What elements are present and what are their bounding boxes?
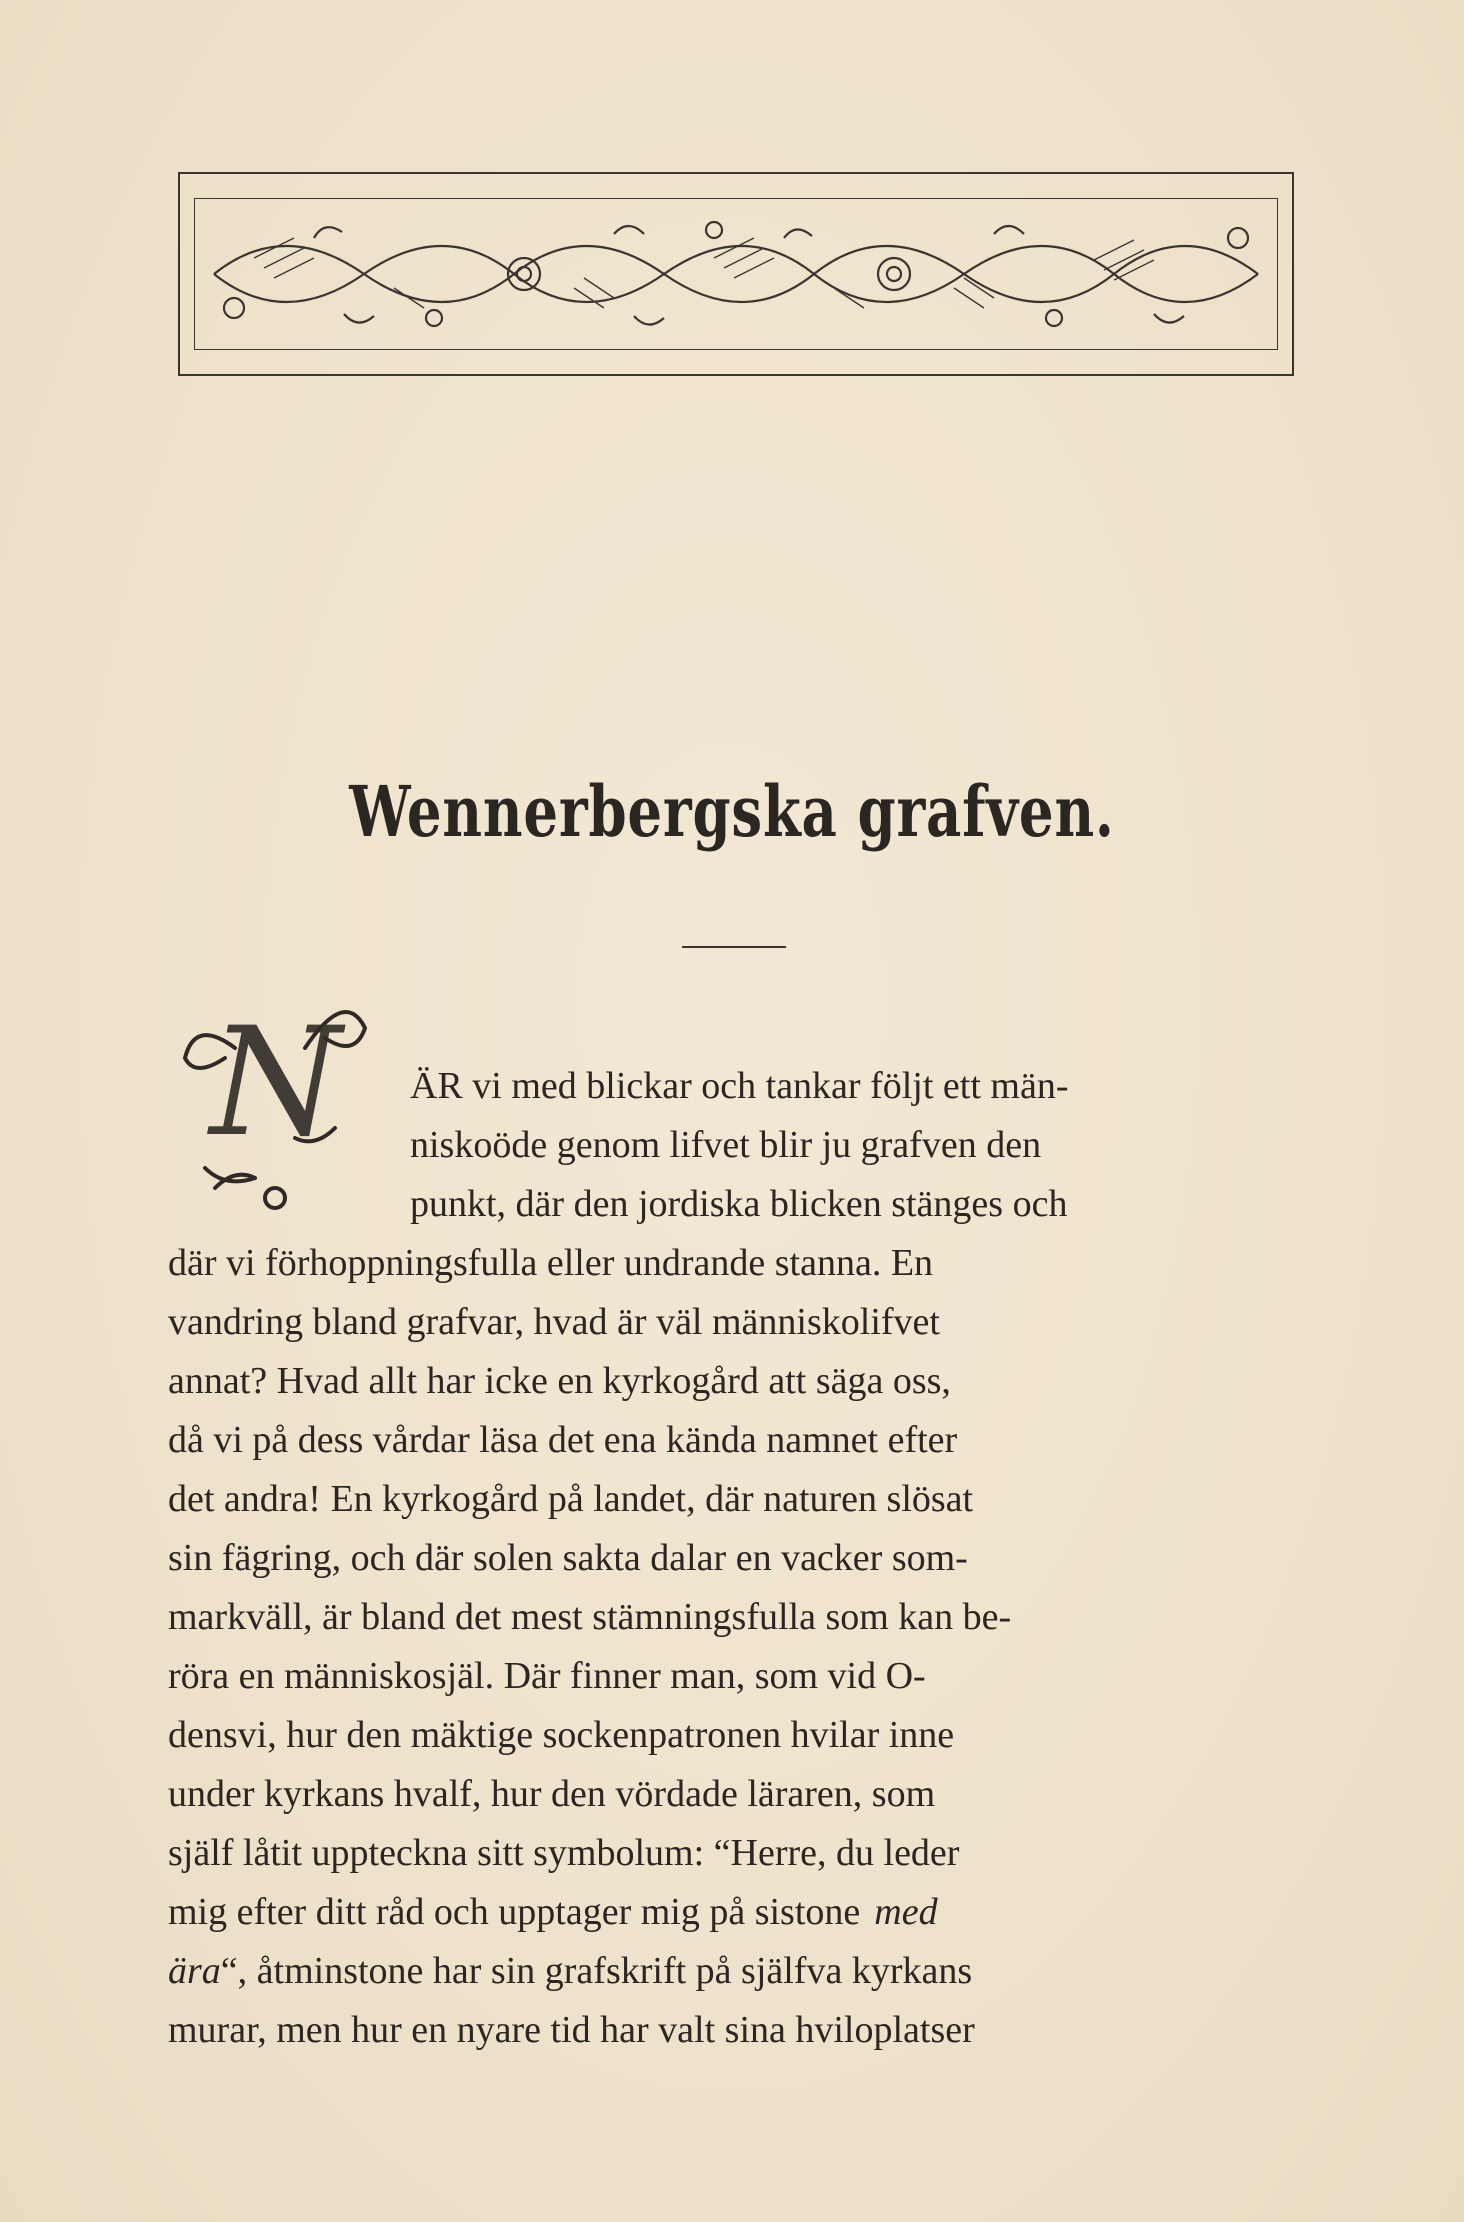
decorative-header-band <box>178 172 1294 376</box>
drop-cap-letter: N <box>210 996 342 1170</box>
text-line: ÄR vi med blickar och tankar följt ett män- <box>410 1065 1069 1107</box>
text-line: det andra! En kyrkogård på landet, där naturen slösat <box>168 1478 974 1520</box>
text-line: där vi förhoppningsfulla eller undrande stanna. En <box>168 1242 934 1284</box>
text-line: sin fägring, och där solen sakta dalar en vacker som- <box>168 1537 968 1579</box>
italic-word: med <box>874 1891 938 1933</box>
text-line: under kyrkans hvalf, hur den vördade läraren, som <box>168 1773 936 1815</box>
line-text: mig efter ditt råd och upptager mig på sistone <box>168 1891 861 1933</box>
line-text: “, åtminstone har sin grafskrift på själfva kyrkans <box>220 1950 973 1992</box>
text-line: markväll, är bland det mest stämningsfulla som kan be- <box>168 1596 1012 1638</box>
floral-ornament-icon <box>194 198 1278 350</box>
text-line <box>168 1942 1296 2001</box>
title-divider <box>682 946 786 948</box>
text-line: murar, men hur en nyare tid har valt sina hviloplatser <box>168 2009 975 2051</box>
page-title: Wennerbergska grafven. <box>349 770 1115 853</box>
text-line: densvi, hur den mäktige sockenpatronen hvilar inne <box>168 1714 955 1756</box>
text-line: själf låtit uppteckna sitt symbolum: “Herre, du leder <box>168 1832 960 1874</box>
text-line: punkt, där den jordiska blicken stänges och <box>410 1183 1068 1225</box>
text-line: vandring bland grafvar, hvad är väl människolifvet <box>168 1301 940 1343</box>
text-line: då vi på dess vårdar läsa det ena kända namnet efter <box>168 1419 958 1461</box>
text-line <box>168 1883 1296 1942</box>
paragraph-body <box>168 1234 1296 2060</box>
indented-paragraph-lines <box>410 1057 1296 1234</box>
text-line: annat? Hvad allt har icke en kyrkogård att säga oss, <box>168 1360 951 1402</box>
text-line: niskoöde genom lifvet blir ju grafven den <box>410 1124 1042 1166</box>
italic-word: ära <box>168 1950 221 1992</box>
text-line: röra en människosjäl. Där finner man, som vid O- <box>168 1655 926 1697</box>
